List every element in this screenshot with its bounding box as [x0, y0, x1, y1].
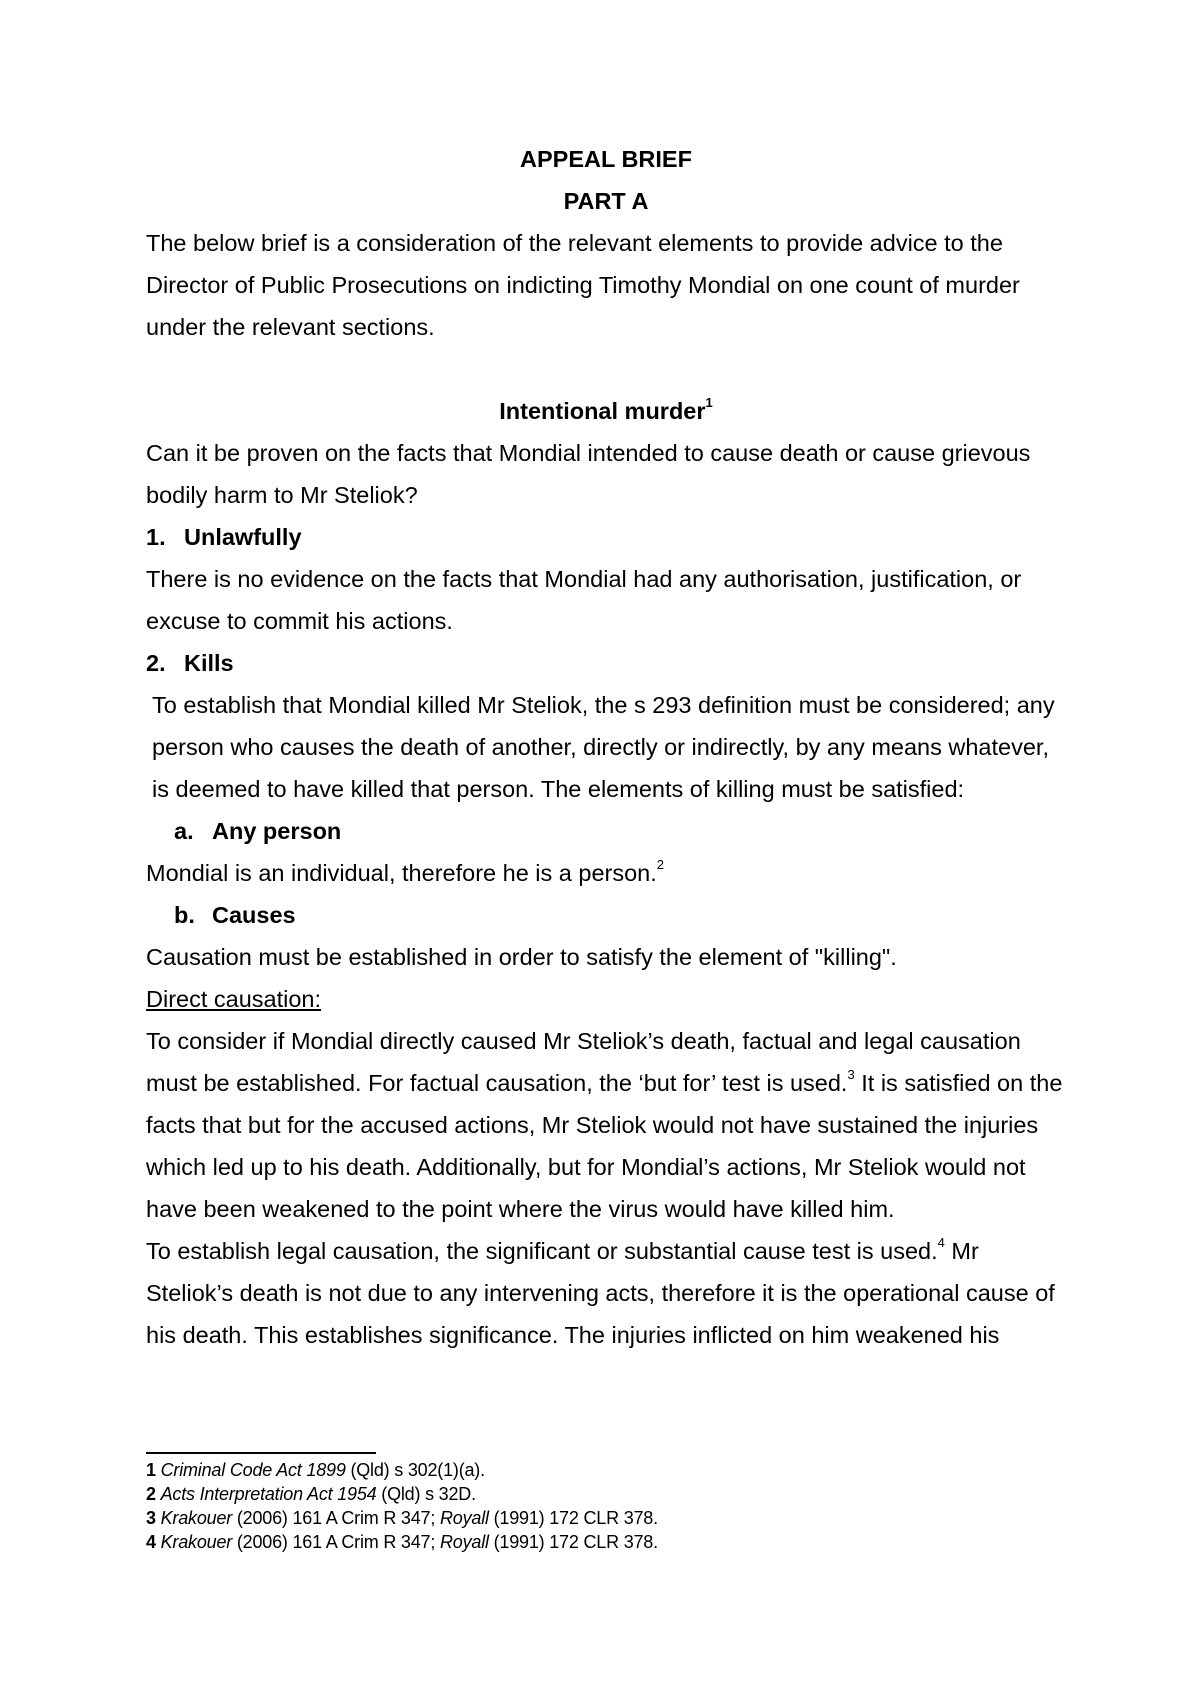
footnote	[146, 1530, 1066, 1554]
footnote-citation-title: Krakouer	[160, 1532, 233, 1552]
sub-title: Causes	[212, 902, 296, 928]
footnote	[146, 1458, 1066, 1482]
footnote-citation-title: Acts Interpretation Act 1954	[160, 1484, 377, 1504]
footnote-separator	[146, 1452, 376, 1454]
element-heading-unlawfully	[146, 516, 1066, 558]
element-title: Kills	[184, 650, 234, 676]
element-text-kills: To establish that Mondial killed Mr Steliok, the s 293 definition must be considered; any person who causes the death of another, directly or indirectly, by any means whatever, is deemed to have killed that person. The elements of killing must be satisfied:	[152, 692, 1055, 802]
footnote-number: 3	[146, 1508, 156, 1528]
section-question: Can it be proven on the facts that Mondial intended to cause death or cause grievous bodily harm to Mr Steliok?	[146, 440, 1031, 508]
sub-letter: a.	[174, 818, 194, 844]
footnote-number: 1	[146, 1460, 156, 1480]
section-heading-intentional-murder	[146, 390, 1066, 432]
causation-text-2: It is satisfied on the facts that but for the accused actions, Mr Steliok would not have sustained the injuries which led up to his death. Additionally, but for Mondial’s actions, Mr Steliok would not have been weakened to the point where the virus would have killed him.	[146, 1070, 1063, 1222]
footnote-citation-mid: (2006) 161 A Crim R 347;	[232, 1532, 440, 1552]
footnote	[146, 1506, 1066, 1530]
sub-letter: b.	[174, 902, 195, 928]
direct-causation-paragraph	[146, 1020, 1066, 1230]
footnote-citation-rest: (Qld) s 32D.	[376, 1484, 476, 1504]
sub-text-any-person	[146, 852, 1066, 894]
footnote-ref: 4	[937, 1235, 945, 1251]
sub-title: Any person	[212, 818, 342, 844]
element-number: 2.	[146, 650, 166, 676]
footnote-number: 2	[146, 1484, 156, 1504]
footnote	[146, 1482, 1066, 1506]
document-body	[146, 138, 1066, 1356]
document-title: APPEAL BRIEF	[520, 146, 692, 172]
sub-text-causes: Causation must be established in order to satisfy the element of "killing".	[146, 944, 897, 970]
element-number: 1.	[146, 524, 166, 550]
causation-text-3: To establish legal causation, the significant or substantial cause test is used.	[146, 1238, 938, 1264]
footnote-citation-title: Krakouer	[160, 1508, 233, 1528]
sub-heading-any-person	[146, 810, 1066, 852]
element-title: Unlawfully	[184, 524, 302, 550]
direct-causation-heading: Direct causation:	[146, 986, 322, 1012]
footnote-number: 4	[146, 1532, 156, 1552]
footnote-citation-title-2: Royall	[439, 1532, 489, 1552]
footnote-citation-mid: (2006) 161 A Crim R 347;	[232, 1508, 440, 1528]
causation-text-1: To consider if Mondial directly caused Mr Steliok’s death, factual and legal causation must be established. For factual causation, the ‘but for’ test is used.	[146, 1028, 1021, 1096]
footnote-ref: 3	[847, 1067, 855, 1083]
intro-paragraph: The below brief is a consideration of the relevant elements to provide advice to the Director of Public Prosecutions on indicting Timothy Mondial on one count of murder under the relevant sections.	[146, 230, 1020, 340]
part-heading: PART A	[563, 188, 649, 214]
footnote-citation-title-2: Royall	[439, 1508, 489, 1528]
footnote-ref: 1	[705, 395, 713, 411]
footnote-citation-rest: (Qld) s 302(1)(a).	[345, 1460, 485, 1480]
blank-line	[146, 348, 1066, 390]
sub-heading-causes	[146, 894, 1066, 936]
legal-causation-paragraph	[146, 1230, 1066, 1356]
footnote-ref: 2	[656, 857, 665, 873]
footnotes	[146, 1452, 1066, 1554]
element-heading-kills	[146, 642, 1066, 684]
footnote-citation-title: Criminal Code Act 1899	[160, 1460, 346, 1480]
element-text-unlawfully: There is no evidence on the facts that Mondial had any authorisation, justification, or excuse to commit his actions.	[146, 566, 1022, 634]
footnote-citation-rest: (1991) 172 CLR 378.	[488, 1508, 658, 1528]
footnote-citation-rest: (1991) 172 CLR 378.	[488, 1532, 658, 1552]
sub-text: Mondial is an individual, therefore he is a person.	[146, 860, 657, 886]
causation-text-4: Mr Steliok’s death is not due to any intervening acts, therefore it is the operational cause of his death. This establishes significance. The injuries inflicted on him weakened his	[146, 1238, 1055, 1348]
section-title: Intentional murder	[499, 398, 706, 424]
